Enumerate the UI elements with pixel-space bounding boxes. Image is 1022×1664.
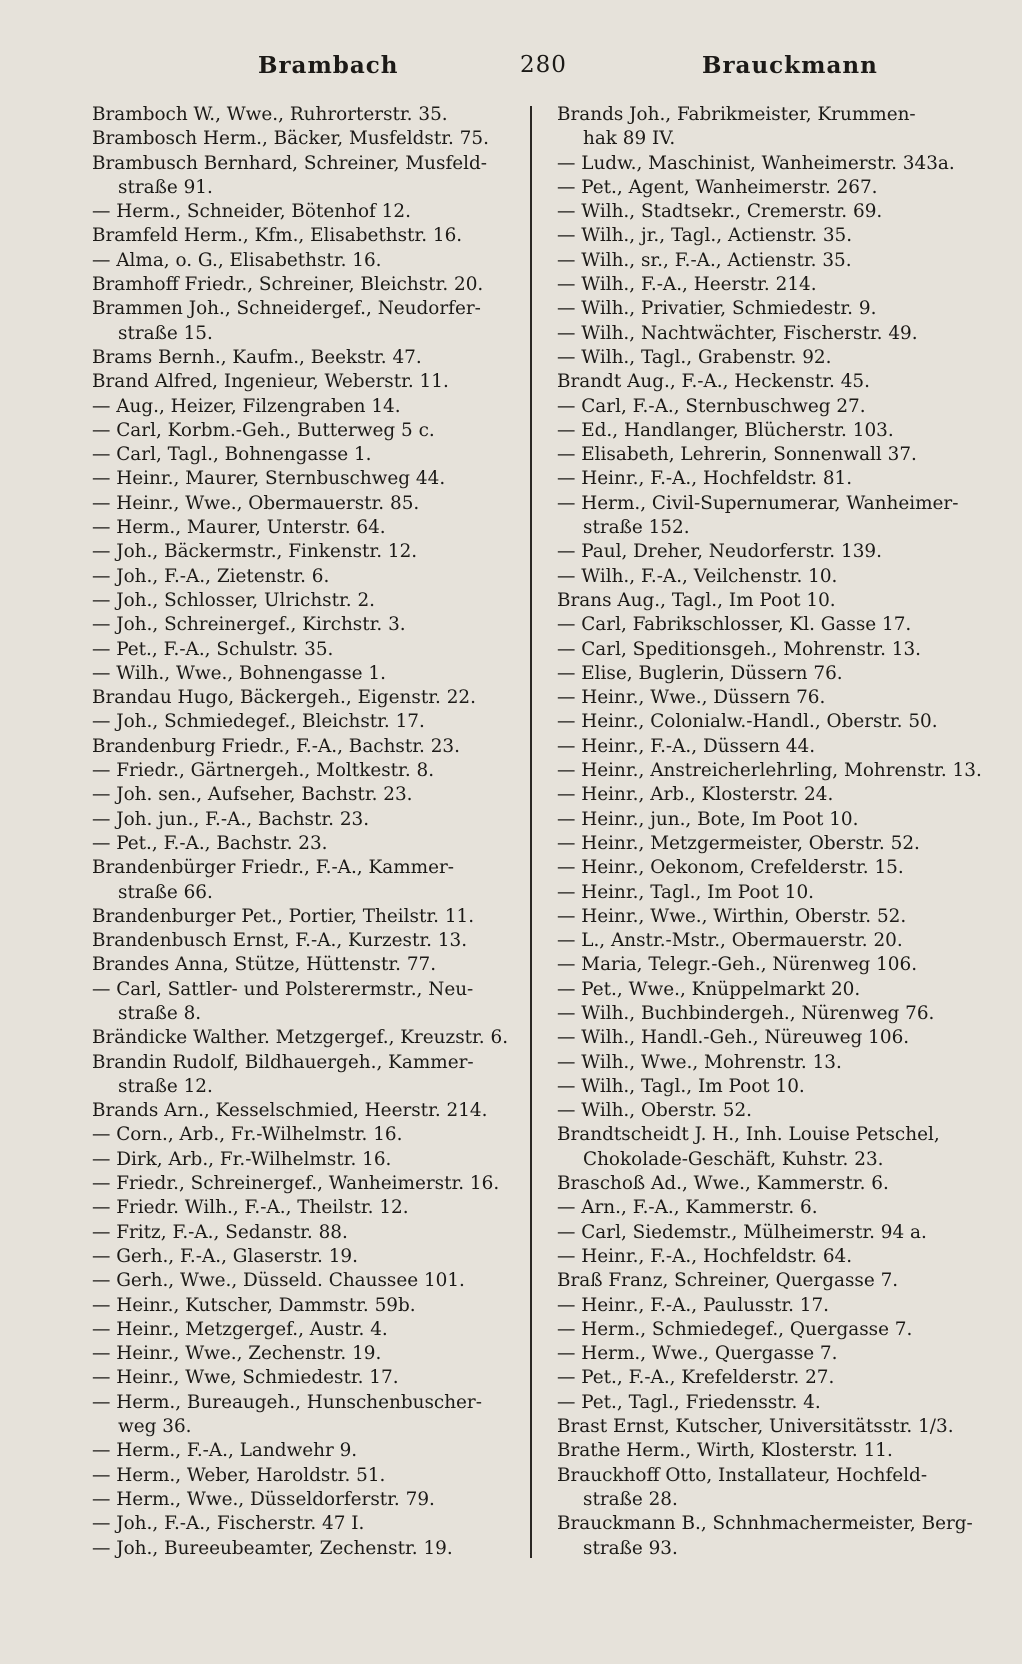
directory-entry: — Wilh., Nachtwächter, Fischerstr. 49. [557,322,918,344]
directory-entry: — Wilh., sr., F.-A., Actienstr. 35. [557,249,852,271]
directory-entry: — Wilh., Wwe., Bohnengasse 1. [92,662,386,684]
directory-entry: — Heinr., F.-A., Hochfeldstr. 64. [557,1245,853,1267]
directory-entry: — Arn., F.-A., Kammerstr. 6. [557,1197,818,1219]
directory-entry: Brandau Hugo, Bäckergeh., Eigenstr. 22. [92,687,476,709]
directory-entry: — Carl, Speditionsgeh., Mohrenstr. 13. [557,638,922,660]
running-head-left: Brambach [258,52,399,79]
directory-entry: Brandenburger Pet., Portier, Theilstr. 11. [92,905,475,927]
directory-entry: — Wilh., jr., Tagl., Actienstr. 35. [557,225,853,247]
directory-entry: — Joh. sen., Aufseher, Bachstr. 23. [92,784,413,806]
directory-entry: Brandenbürger Friedr., F.-A., Kammer- [92,857,454,879]
entry-continuation: straße 8. [118,1002,202,1024]
column-divider [530,106,532,1558]
directory-entry: — Herm., Maurer, Unterstr. 64. [92,517,386,539]
directory-entry: — Wilh., Privatier, Schmiedestr. 9. [557,298,877,320]
directory-entry: Bramboch W., Wwe., Ruhrorterstr. 35. [92,104,448,125]
directory-entry: — Herm., F.-A., Landwehr 9. [92,1440,358,1462]
directory-entry: Brandtscheidt J. H., Inh. Louise Petschel, [557,1124,940,1146]
directory-entry: — Heinr., jun., Bote, Im Poot 10. [557,808,859,830]
directory-entry: — Wilh., Stadtsekr., Cremerstr. 69. [557,201,883,223]
directory-entry: — Heinr., Maurer, Sternbuschweg 44. [92,468,446,490]
directory-entry: — Dirk, Arb., Fr.-Wilhelmstr. 16. [92,1148,392,1170]
directory-entry: — Aug., Heizer, Filzengraben 14. [92,395,401,417]
directory-entry: — Heinr., Wwe., Düssern 76. [557,687,826,709]
directory-entry: Brändicke Walther. Metzgergef., Kreuzstr. 6. [92,1027,509,1049]
directory-entry: — Joh. jun., F.-A., Bachstr. 23. [92,808,370,830]
directory-entry: — Friedr., Schreinergef., Wanheimerstr. 16. [92,1173,500,1195]
directory-entry: Brands Arn., Kesselschmied, Heerstr. 214. [92,1100,488,1122]
running-head-right: Brauckmann [702,52,878,79]
directory-entry: — Wilh., Handl.-Geh., Nüreuweg 106. [557,1027,910,1049]
entry-continuation: hak 89 IV. [583,128,676,150]
directory-entry: — Wilh., Wwe., Mohrenstr. 13. [557,1051,842,1073]
directory-entry: — Heinr., Metzgermeister, Oberstr. 52. [557,832,920,854]
directory-entry: — Heinr., Oekonom, Crefelderstr. 15. [557,857,904,879]
directory-entry: — Herm., Wwe., Düsseldorferstr. 79. [92,1488,435,1510]
directory-entry: — Heinr., Wwe., Obermauerstr. 85. [92,492,420,514]
entry-continuation: straße 66. [118,881,213,903]
directory-entry: — Wilh., F.-A., Veilchenstr. 10. [557,565,838,587]
directory-entry: — Herm., Schmiedegef., Quergasse 7. [557,1318,913,1340]
directory-entry: — Wilh., Tagl., Im Poot 10. [557,1075,805,1097]
directory-entry: Brand Alfred, Ingenieur, Weberstr. 11. [92,371,449,393]
directory-entry: — Elisabeth, Lehrerin, Sonnenwall 37. [557,444,917,466]
directory-entry: — Wilh., Oberstr. 52. [557,1100,753,1122]
directory-entry: — Heinr., Wwe, Schmiedestr. 17. [92,1367,399,1389]
directory-entry: — Pet., F.-A., Krefelderstr. 27. [557,1367,835,1389]
directory-entry: Brambosch Herm., Bäcker, Musfeldstr. 75. [92,128,489,150]
entry-continuation: straße 152. [583,517,690,539]
directory-entry: — Ludw., Maschinist, Wanheimerstr. 343a. [557,152,955,174]
directory-entry: Brathe Herm., Wirth, Klosterstr. 11. [557,1440,893,1462]
entry-continuation: straße 93. [583,1537,678,1559]
entry-continuation: Chokolade-Geschäft, Kuhstr. 23. [583,1148,884,1170]
directory-entry: — Heinr., Wwe., Wirthin, Oberstr. 52. [557,905,907,927]
directory-entry: — Carl, F.-A., Sternbuschweg 27. [557,395,866,417]
directory-entry: — Joh., Schreinergef., Kirchstr. 3. [92,614,406,636]
directory-entry: — Carl, Fabrikschlosser, Kl. Gasse 17. [557,614,912,636]
directory-entry: — Herm., Wwe., Quergasse 7. [557,1343,838,1365]
directory-entry: Brandenbusch Ernst, F.-A., Kurzestr. 13. [92,930,468,952]
directory-entry: — Wilh., Tagl., Grabenstr. 92. [557,346,832,368]
directory-entry: Brambusch Bernhard, Schreiner, Musfeld- [92,152,488,174]
directory-entry: — Wilh., F.-A., Heerstr. 214. [557,274,817,296]
directory-entry: — Carl, Siedemstr., Mülheimerstr. 94 a. [557,1221,927,1243]
directory-entry: — Joh., F.-A., Fischerstr. 47 I. [92,1513,365,1535]
directory-entry: — Heinr., Colonialw.-Handl., Oberstr. 50. [557,711,938,733]
directory-entry: Brandenburg Friedr., F.-A., Bachstr. 23. [92,735,460,757]
entry-continuation: weg 36. [118,1416,192,1438]
directory-entry: Bramfeld Herm., Kfm., Elisabethstr. 16. [92,225,463,247]
directory-entry: Brans Aug., Tagl., Im Poot 10. [557,589,836,611]
directory-entry: — Gerh., F.-A., Glaserstr. 19. [92,1245,358,1267]
directory-entry: — Pet., Agent, Wanheimerstr. 267. [557,176,878,198]
directory-entry: Brandes Anna, Stütze, Hüttenstr. 77. [92,954,437,976]
directory-entry: — Pet., Wwe., Knüppelmarkt 20. [557,978,861,1000]
directory-entry: — Friedr., Gärtnergeh., Moltkestr. 8. [92,760,435,782]
entry-continuation: straße 15. [118,322,213,344]
directory-entry: Braß Franz, Schreiner, Quergasse 7. [557,1270,899,1292]
directory-entry: — Fritz, F.-A., Sedanstr. 88. [92,1221,348,1243]
directory-entry: — Pet., F.-A., Bachstr. 23. [92,832,328,854]
left-column [92,103,520,1561]
directory-entry: — Carl, Tagl., Bohnengasse 1. [92,444,372,466]
directory-entry: — Herm., Schneider, Bötenhof 12. [92,201,411,223]
directory-entry: — Herm., Weber, Haroldstr. 51. [92,1464,386,1486]
directory-entry: — Joh., Schmiedegef., Bleichstr. 17. [92,711,425,733]
directory-entry: Brams Bernh., Kaufm., Beekstr. 47. [92,346,422,368]
directory-entry: Brast Ernst, Kutscher, Universitätsstr. 1/3. [557,1416,954,1438]
directory-entry: Brauckhoff Otto, Installateur, Hochfeld- [557,1464,928,1486]
directory-entry: — Joh., Bureeubeamter, Zechenstr. 19. [92,1537,453,1559]
entry-continuation: straße 12. [118,1075,213,1097]
directory-entry: — Heinr., F.-A., Hochfeldstr. 81. [557,468,853,490]
directory-entry: — Carl, Sattler- und Polsterermstr., Neu- [92,978,474,1000]
directory-entry: — Herm., Bureaugeh., Hunschenbuscher- [92,1391,482,1413]
directory-entry: — Heinr., F.-A., Düssern 44. [557,735,816,757]
directory-entry: — Joh., F.-A., Zietenstr. 6. [92,565,330,587]
directory-entry: — Pet., F.-A., Schulstr. 35. [92,638,334,660]
directory-entry: Brammen Joh., Schneidergef., Neudorfer- [92,298,481,320]
directory-entry: — Corn., Arb., Fr.-Wilhelmstr. 16. [92,1124,403,1146]
directory-entry: Bramhoff Friedr., Schreiner, Bleichstr. 20. [92,274,484,296]
directory-entry: — Heinr., Tagl., Im Poot 10. [557,881,814,903]
directory-entry: — Heinr., Kutscher, Dammstr. 59b. [92,1294,416,1316]
directory-entry: — Pet., Tagl., Friedensstr. 4. [557,1391,821,1413]
entry-continuation: straße 28. [583,1488,678,1510]
directory-entry: — Friedr. Wilh., F.-A., Theilstr. 12. [92,1197,409,1219]
right-column [557,103,997,1561]
directory-entry: Brandin Rudolf, Bildhauergeh., Kammer- [92,1051,474,1073]
directory-entry: Braschoß Ad., Wwe., Kammerstr. 6. [557,1173,889,1195]
directory-entry: Brands Joh., Fabrikmeister, Krummen- [557,104,916,125]
directory-entry: — Maria, Telegr.-Geh., Nürenweg 106. [557,954,918,976]
directory-entry: Brandt Aug., F.-A., Heckenstr. 45. [557,371,870,393]
directory-entry: — Wilh., Buchbindergeh., Nürenweg 76. [557,1002,935,1024]
directory-entry: — Paul, Dreher, Neudorferstr. 139. [557,541,882,563]
directory-entry: — L., Anstr.-Mstr., Obermauerstr. 20. [557,930,903,952]
directory-entry: Brauckmann B., Schnhmachermeister, Berg- [557,1513,973,1535]
directory-entry: — Ed., Handlanger, Blücherstr. 103. [557,419,894,441]
page-number: 280 [520,52,567,78]
directory-entry: — Gerh., Wwe., Düsseld. Chaussee 101. [92,1270,465,1292]
directory-entry: — Joh., Schlosser, Ulrichstr. 2. [92,589,376,611]
directory-entry: — Heinr., F.-A., Paulusstr. 17. [557,1294,830,1316]
entry-continuation: straße 91. [118,176,213,198]
directory-entry: — Heinr., Anstreicherlehrling, Mohrenstr. 13. [557,760,982,782]
directory-entry: — Heinr., Wwe., Zechenstr. 19. [92,1343,382,1365]
directory-entry: — Herm., Civil-Supernumerar, Wanheimer- [557,492,959,514]
directory-entry: — Elise, Buglerin, Düssern 76. [557,662,843,684]
directory-entry: — Carl, Korbm.-Geh., Butterweg 5 c. [92,419,435,441]
directory-entry: — Alma, o. G., Elisabethstr. 16. [92,249,382,271]
directory-entry: — Heinr., Metzgergef., Austr. 4. [92,1318,388,1340]
directory-entry: — Joh., Bäckermstr., Finkenstr. 12. [92,541,418,563]
directory-entry: — Heinr., Arb., Klosterstr. 24. [557,784,834,806]
